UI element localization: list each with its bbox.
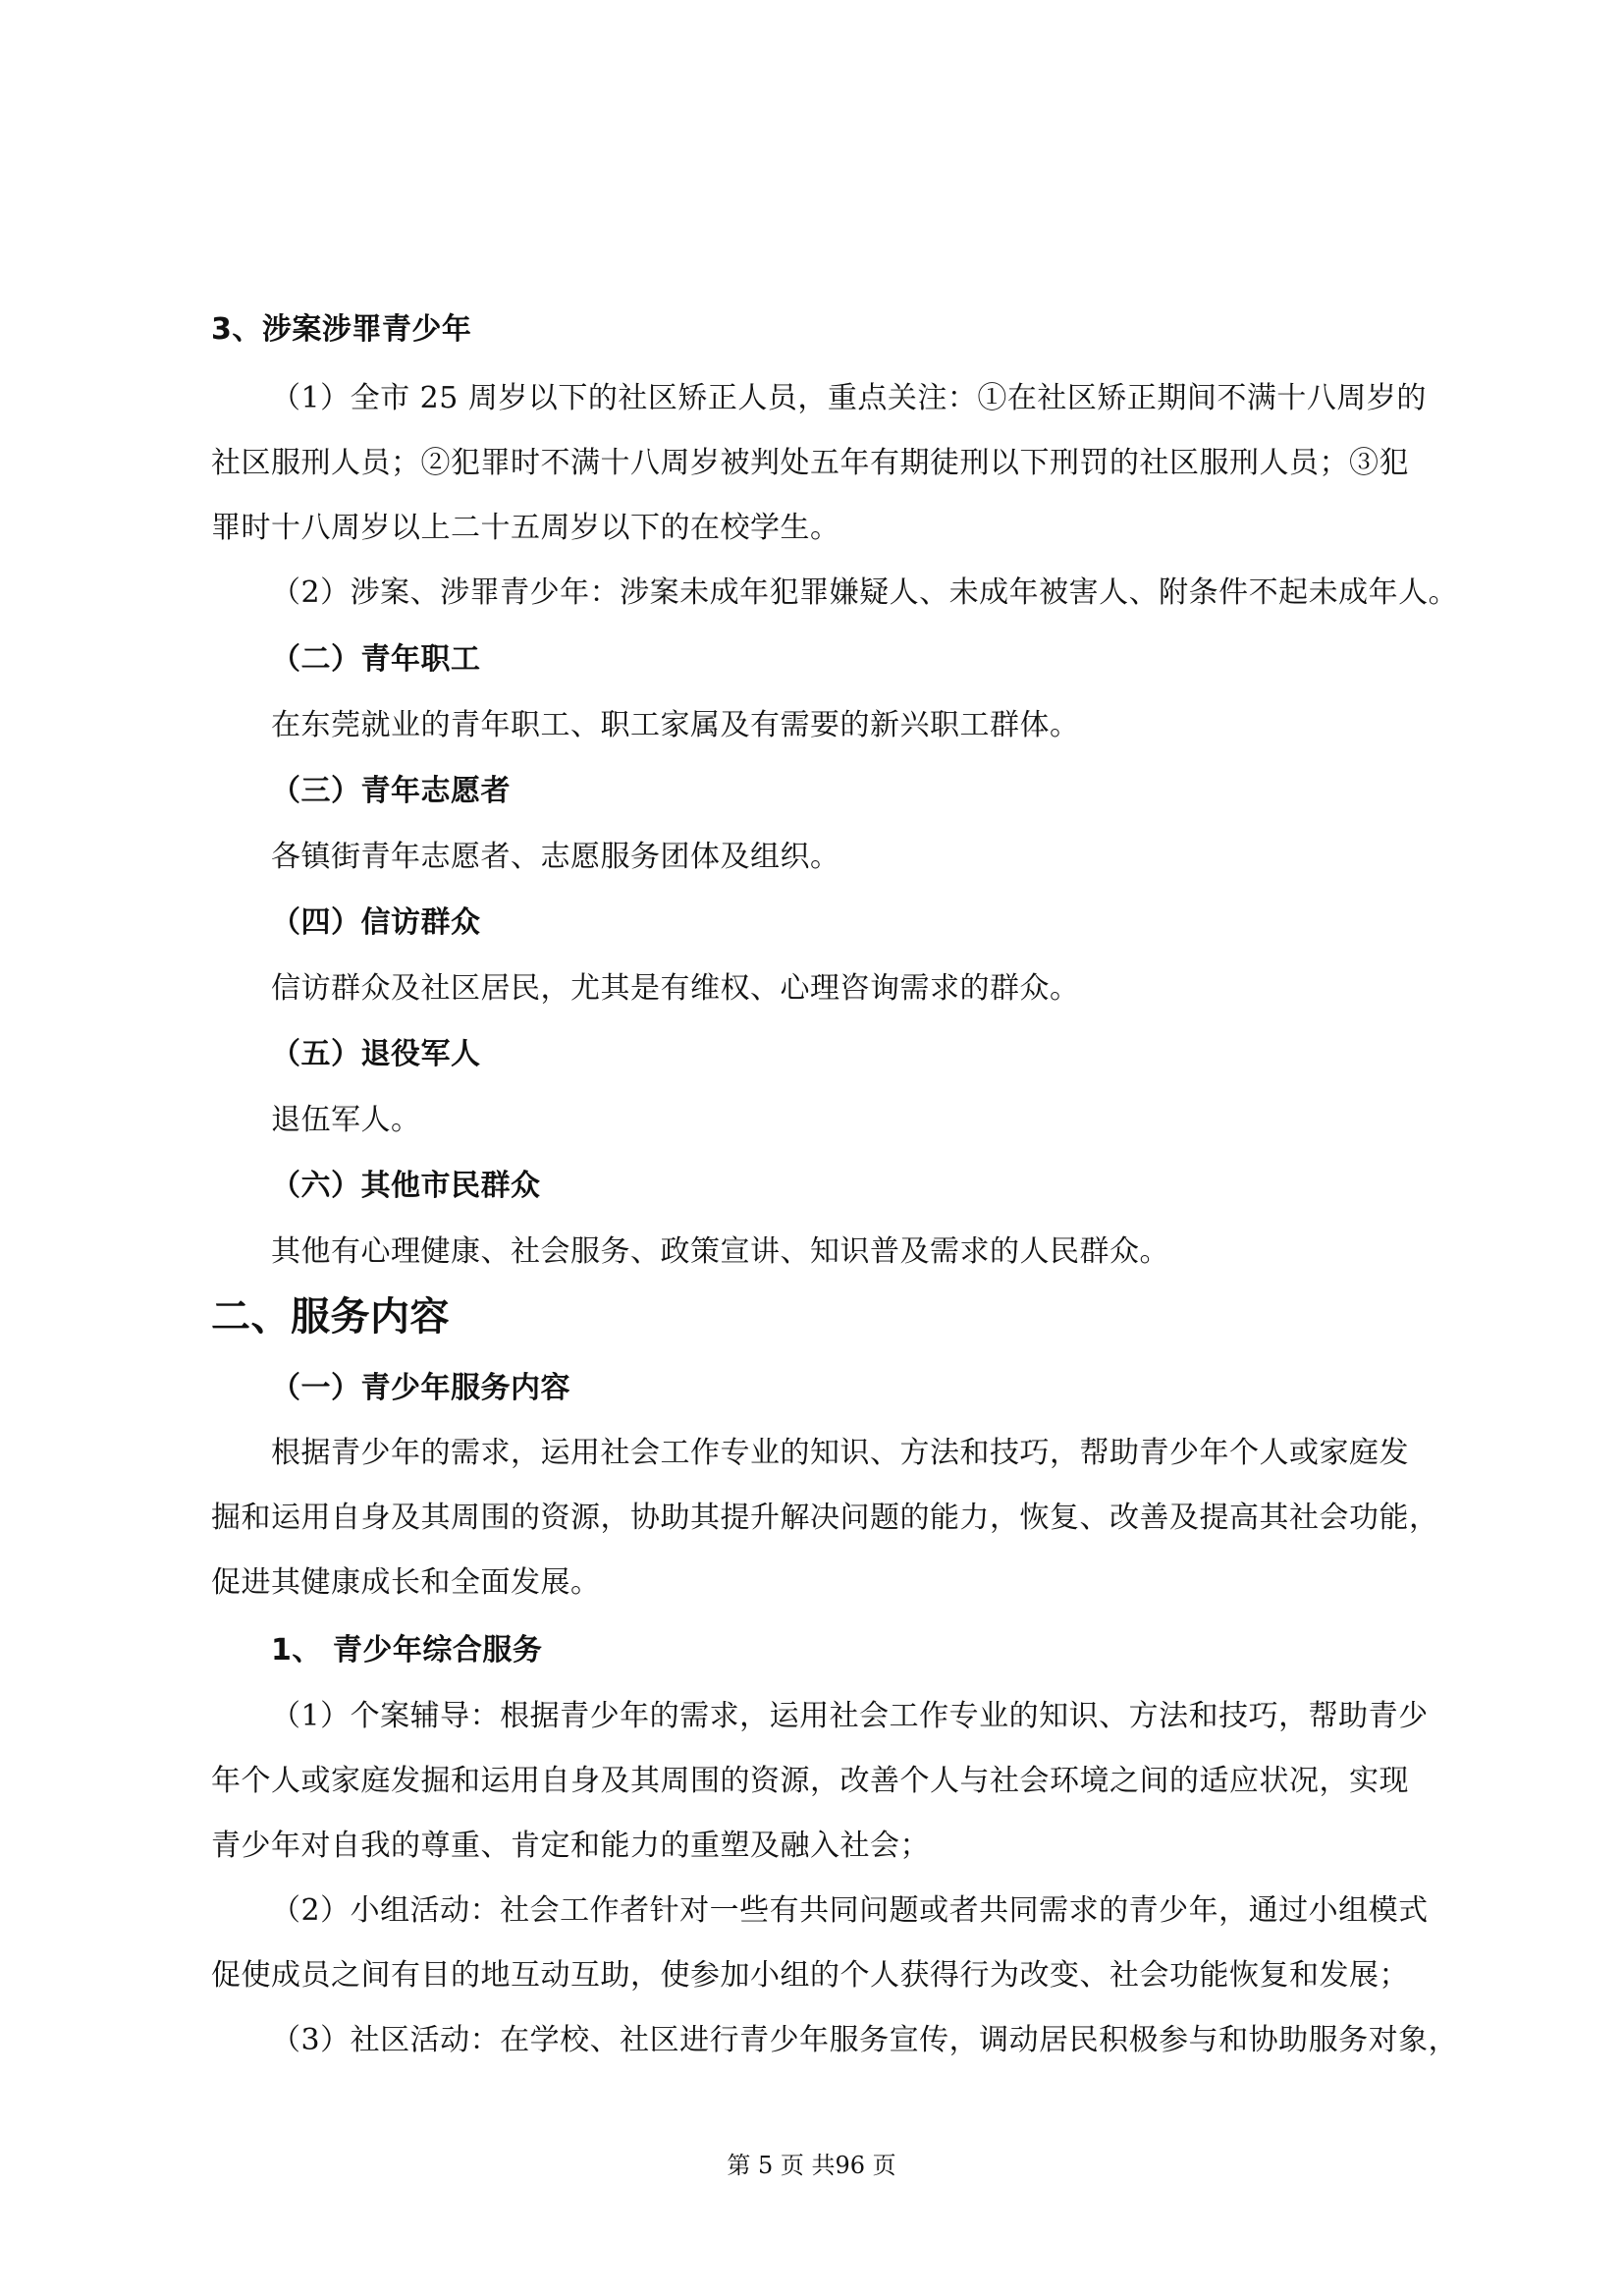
subsection-heading: （三）青年志愿者 (271, 774, 511, 808)
subsection-heading: （一）青少年服务内容 (271, 1371, 570, 1405)
paragraph-line: 其他有心理健康、社会服务、政策宣讲、知识普及需求的人民群众。 (271, 1234, 1169, 1269)
subsection-heading: （四）信访群众 (271, 905, 481, 940)
paragraph-line: 促进其健康成长和全面发展。 (211, 1565, 601, 1600)
paragraph-line: 社区服刑人员；②犯罪时不满十八周岁被判处五年有期徒刑以下刑罚的社区服刑人员；③犯 (211, 446, 1409, 480)
paragraph-line: （2）涉案、涉罪青少年：涉案未成年犯罪嫌疑人、未成年被害人、附条件不起未成年人。 (271, 575, 1459, 610)
subsection-heading: （五）退役军人 (271, 1037, 481, 1071)
paragraph-line: 掘和运用自身及其周围的资源，协助其提升解决问题的能力，恢复、改善及提高其社会功能， (211, 1501, 1439, 1535)
page-number-footer: 第 5 页 共96 页 (727, 2152, 896, 2179)
paragraph-line: 退伍军人。 (271, 1103, 421, 1137)
paragraph-line: 年个人或家庭发掘和运用自身及其周围的资源，改善个人与社会环境之间的适应状况，实现 (211, 1764, 1409, 1798)
paragraph-line: （1）全市 25 周岁以下的社区矫正人员，重点关注：①在社区矫正期间不满十八周岁的 (271, 381, 1427, 415)
section-heading: 3、涉案涉罪青少年 (211, 312, 472, 347)
paragraph-line: （3）社区活动：在学校、社区进行青少年服务宣传，调动居民积极参与和协助服务对象， (271, 2023, 1459, 2057)
subsection-heading: 1、 青少年综合服务 (271, 1633, 543, 1667)
paragraph-line: （2）小组活动：社会工作者针对一些有共同问题或者共同需求的青少年，通过小组模式 (271, 1893, 1429, 1928)
subsection-heading: （六）其他市民群众 (271, 1169, 541, 1203)
paragraph-line: 根据青少年的需求，运用社会工作专业的知识、方法和技巧，帮助青少年个人或家庭发 (271, 1436, 1409, 1470)
paragraph-line: 青少年对自我的尊重、肯定和能力的重塑及融入社会； (211, 1829, 930, 1863)
paragraph-line: 信访群众及社区居民，尤其是有维权、心理咨询需求的群众。 (271, 971, 1080, 1006)
paragraph-line: 促使成员之间有目的地互动互助，使参加小组的个人获得行为改变、社会功能恢复和发展； (211, 1958, 1409, 1993)
paragraph-line: 在东莞就业的青年职工、职工家属及有需要的新兴职工群体。 (271, 708, 1080, 742)
paragraph-line: 罪时十八周岁以上二十五周岁以下的在校学生。 (211, 511, 840, 545)
chapter-heading: 二、服务内容 (211, 1294, 450, 1339)
paragraph-line: （1）个案辅导：根据青少年的需求，运用社会工作专业的知识、方法和技巧，帮助青少 (271, 1699, 1429, 1733)
paragraph-line: 各镇街青年志愿者、志愿服务团体及组织。 (271, 840, 840, 874)
subsection-heading: （二）青年职工 (271, 642, 481, 677)
